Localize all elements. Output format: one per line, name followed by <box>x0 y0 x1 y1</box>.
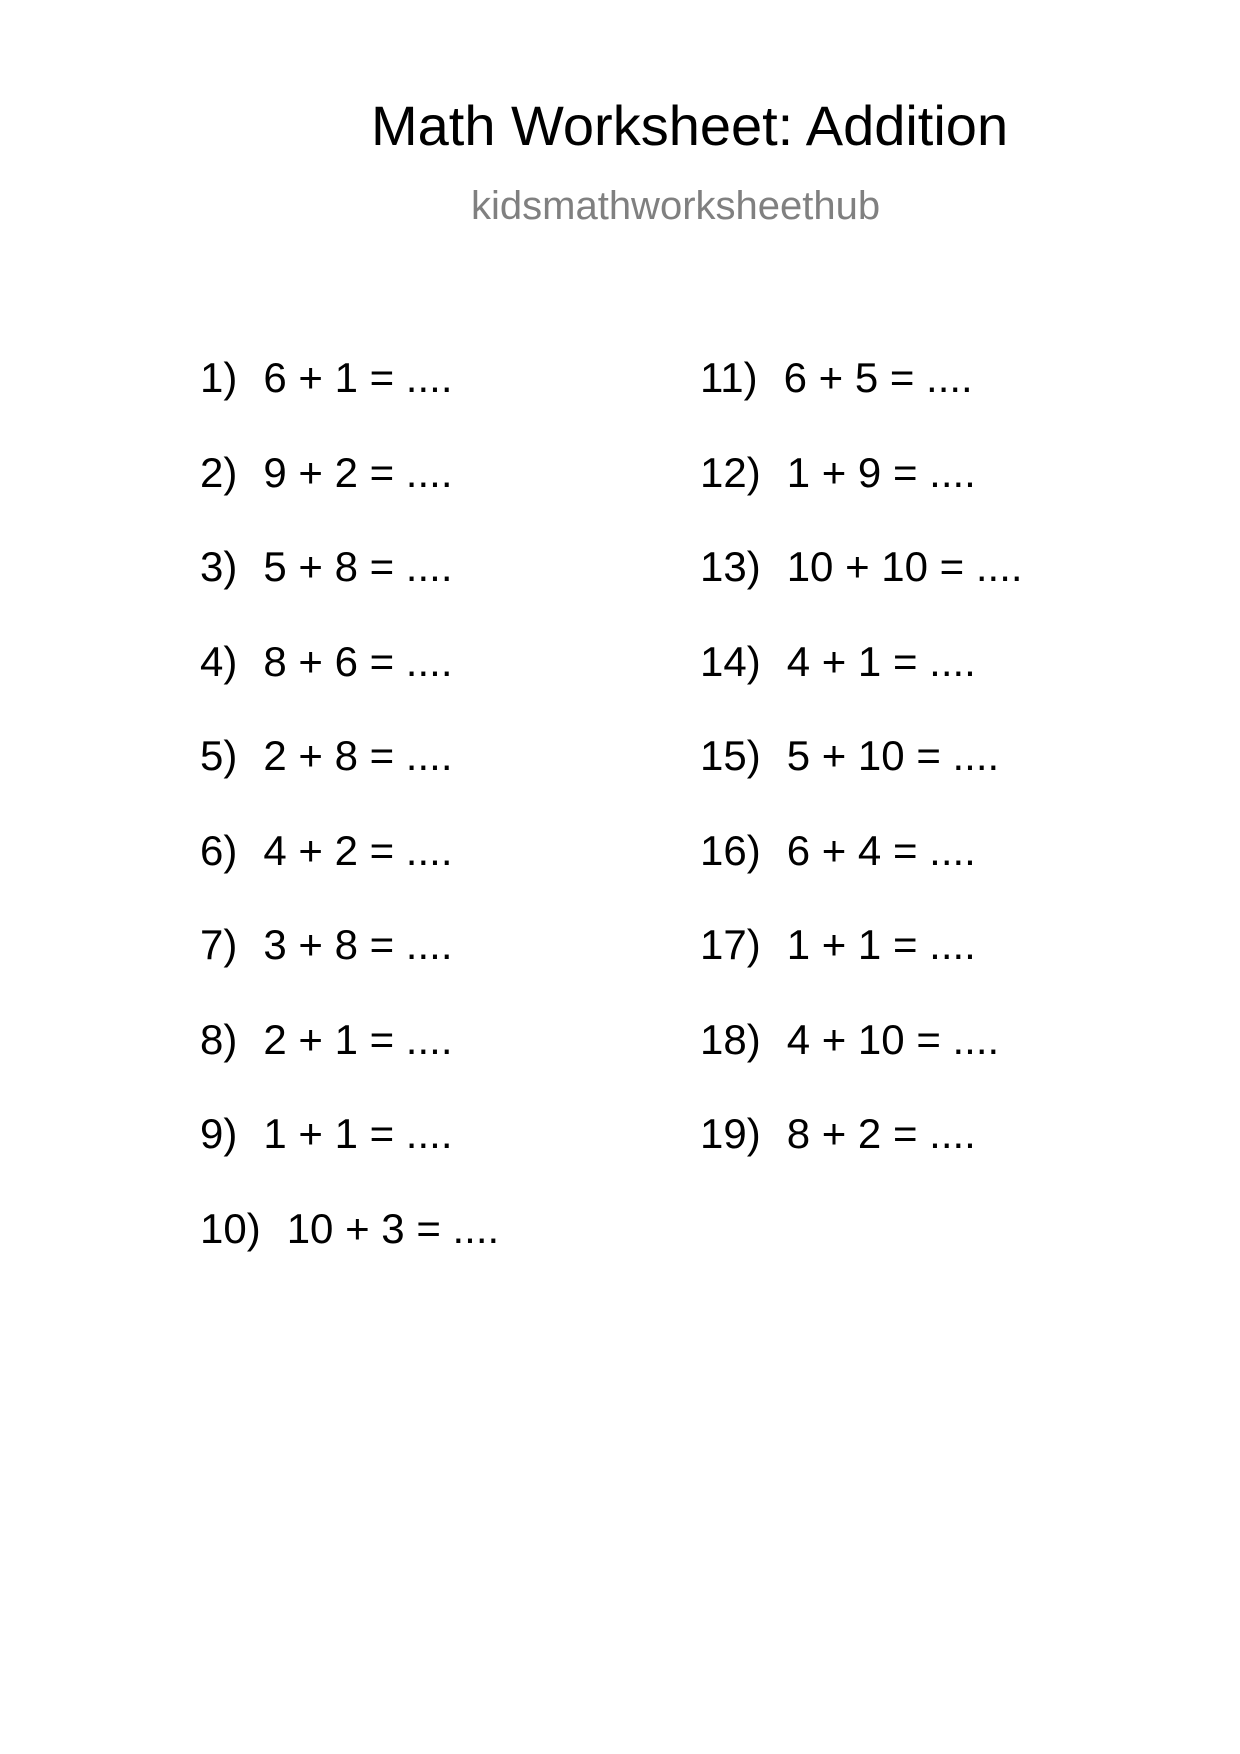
problem-expression: 3 + 8 = .... <box>263 921 453 968</box>
problem-number: 3) <box>200 543 238 590</box>
problem-expression: 5 + 8 = .... <box>263 543 453 590</box>
problem-item <box>700 1110 976 1157</box>
problem-item <box>200 543 453 590</box>
problem-expression: 2 + 8 = .... <box>263 732 453 779</box>
page-title: Math Worksheet: Addition <box>371 94 1009 157</box>
problem-expression: 4 + 1 = .... <box>786 637 976 685</box>
problem-number: 17) <box>700 921 761 968</box>
problem-expression: 6 + 5 = .... <box>783 354 973 401</box>
problem-item <box>700 1015 1000 1063</box>
problem-expression: 8 + 6 = .... <box>263 637 453 685</box>
problem-expression: 10 + 10 = .... <box>786 543 1023 590</box>
problem-expression: 8 + 2 = .... <box>786 1110 976 1157</box>
problem-number: 13) <box>700 543 761 590</box>
problem-item <box>200 1110 453 1157</box>
problem-item <box>700 732 1000 779</box>
problem-expression: 10 + 3 = .... <box>286 1204 500 1252</box>
problem-number: 1) <box>200 354 238 401</box>
problem-item <box>700 543 1023 590</box>
problem-expression: 5 + 10 = .... <box>786 732 1000 779</box>
page-subtitle: kidsmathworksheethub <box>471 184 881 228</box>
problem-expression: 4 + 2 = .... <box>263 826 453 874</box>
problem-number: 2) <box>200 448 238 496</box>
problem-number: 16) <box>700 826 761 874</box>
problem-number: 9) <box>200 1110 238 1157</box>
problem-item <box>200 732 453 779</box>
problem-number: 7) <box>200 921 238 968</box>
problem-item <box>700 354 973 401</box>
problem-item <box>200 448 453 496</box>
problem-item <box>700 921 976 968</box>
problem-expression: 4 + 10 = .... <box>786 1015 1000 1063</box>
problem-number: 10) <box>200 1204 261 1252</box>
problem-number: 14) <box>700 637 761 685</box>
problem-number: 18) <box>700 1015 761 1063</box>
problem-number: 8) <box>200 1015 238 1063</box>
problem-item <box>200 354 453 401</box>
problem-item <box>700 637 976 685</box>
problem-item <box>200 637 453 685</box>
problem-item <box>700 448 976 496</box>
problem-number: 15) <box>700 732 761 779</box>
problem-expression: 6 + 1 = .... <box>263 354 453 401</box>
problem-item <box>200 1204 500 1252</box>
problem-number: 11) <box>700 354 758 401</box>
problem-item <box>200 826 453 874</box>
problem-expression: 1 + 9 = .... <box>786 448 976 496</box>
problem-number: 6) <box>200 826 238 874</box>
problem-number: 12) <box>700 448 761 496</box>
problem-expression: 1 + 1 = .... <box>263 1110 453 1157</box>
problem-expression: 1 + 1 = .... <box>786 921 976 968</box>
problem-expression: 9 + 2 = .... <box>263 448 453 496</box>
problem-number: 19) <box>700 1110 761 1157</box>
problem-item <box>200 921 453 968</box>
problem-number: 4) <box>200 637 238 685</box>
problem-item <box>700 826 976 874</box>
problem-expression: 2 + 1 = .... <box>263 1015 453 1063</box>
problem-item <box>200 1015 453 1063</box>
problem-expression: 6 + 4 = .... <box>786 826 976 874</box>
problem-number: 5) <box>200 732 238 779</box>
